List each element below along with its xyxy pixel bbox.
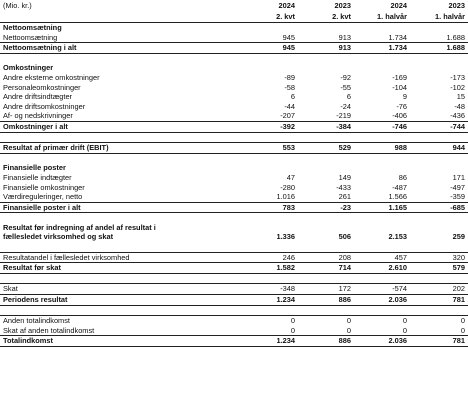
row-value: -23	[298, 202, 354, 213]
row-label: Resultat før skat	[0, 263, 242, 274]
row-value	[242, 153, 298, 163]
row-value	[242, 23, 298, 33]
row-value: 0	[242, 316, 298, 326]
row-value: 2.036	[354, 295, 410, 306]
row-value: 1.234	[242, 336, 298, 347]
row-value: 457	[354, 252, 410, 263]
row-value	[298, 23, 354, 33]
column-year: 2023	[334, 1, 351, 10]
row-label: Nettoomsætning i alt	[0, 43, 242, 54]
row-value	[298, 132, 354, 143]
row-value: 1.582	[242, 263, 298, 274]
row-value: 320	[410, 252, 468, 263]
row-value: 246	[242, 252, 298, 263]
row-value	[298, 223, 354, 233]
row-label: Nettoomsætning	[3, 32, 58, 42]
row-value: 913	[338, 32, 351, 42]
row-value: 781	[410, 295, 468, 306]
row-value: -44	[284, 101, 295, 111]
row-value: 86	[398, 172, 407, 182]
row-label: Finansielle poster i alt	[0, 202, 242, 213]
total-row	[0, 121, 468, 132]
row-value	[410, 153, 468, 163]
table-row	[0, 284, 468, 295]
row-label: Omkostninger i alt	[0, 121, 242, 132]
row-value: 783	[242, 202, 298, 213]
row-value: 1.734	[388, 32, 407, 42]
row-value	[410, 273, 468, 284]
row-value: 886	[298, 295, 354, 306]
row-value: 1.234	[242, 295, 298, 306]
row-value: -92	[340, 72, 351, 82]
row-value: -89	[284, 72, 295, 82]
row-value: -48	[454, 101, 465, 111]
row-label: Personaleomkostninger	[3, 82, 81, 92]
spacer-row	[0, 153, 468, 163]
row-value	[298, 153, 354, 163]
row-value: -207	[280, 111, 295, 121]
row-value: 0	[460, 325, 465, 335]
spacer-row	[0, 305, 468, 316]
table-row	[0, 183, 468, 193]
row-value	[242, 53, 298, 63]
column-period: 2. kvt	[298, 11, 354, 23]
table-row	[0, 326, 468, 336]
row-value: 553	[242, 143, 298, 154]
row-label	[0, 305, 242, 316]
row-value: -173	[450, 72, 465, 82]
row-value	[410, 223, 468, 233]
section-heading-row	[0, 223, 468, 233]
row-value	[298, 273, 354, 284]
row-value: 202	[410, 284, 468, 295]
row-label: Andre driftsindtægter	[3, 92, 73, 102]
row-value: -384	[298, 121, 354, 132]
header-period-row	[0, 11, 468, 23]
row-value: -406	[392, 111, 407, 121]
row-value	[354, 163, 410, 173]
row-label: Finansielle poster	[3, 163, 66, 173]
row-value	[242, 213, 298, 223]
row-value	[242, 305, 298, 316]
row-value	[242, 223, 298, 233]
row-value	[242, 63, 298, 73]
row-value	[298, 305, 354, 316]
row-value: 0	[410, 316, 468, 326]
row-label: Finansielle omkostninger	[3, 182, 85, 192]
spacer-row	[0, 273, 468, 284]
table-row	[0, 73, 468, 83]
row-value: -685	[410, 202, 468, 213]
row-value: 1.336	[276, 232, 295, 242]
row-value	[354, 132, 410, 143]
row-value: 9	[402, 92, 407, 102]
section-heading-row	[0, 23, 468, 33]
row-label: Skat af anden totalindkomst	[3, 325, 95, 335]
row-label: Andre eksterne omkostninger	[3, 72, 100, 82]
table-row	[0, 33, 468, 43]
row-label: Periodens resultat	[0, 295, 242, 306]
spacer-row	[0, 53, 468, 63]
table-row	[0, 102, 468, 112]
row-value: -55	[340, 82, 351, 92]
row-value	[354, 305, 410, 316]
row-value: 944	[410, 143, 468, 154]
row-value: 886	[298, 336, 354, 347]
row-value: 945	[242, 43, 298, 54]
row-value: 913	[298, 43, 354, 54]
row-value	[354, 153, 410, 163]
row-value: -219	[336, 111, 351, 121]
table-row	[0, 252, 468, 263]
row-value	[242, 132, 298, 143]
row-value: -169	[392, 72, 407, 82]
row-value: 149	[338, 172, 351, 182]
row-value: 171	[452, 172, 465, 182]
row-value: -58	[284, 82, 295, 92]
row-label: Resultat af primær drift (EBIT)	[0, 143, 242, 154]
row-value: 208	[298, 252, 354, 263]
row-value	[354, 273, 410, 284]
row-value: -24	[340, 101, 351, 111]
row-label	[0, 53, 242, 63]
spacer-row	[0, 213, 468, 223]
row-label: Anden totalindkomst	[0, 316, 242, 326]
header-year-row	[0, 0, 468, 11]
row-value	[354, 23, 410, 33]
total-row	[0, 263, 468, 274]
row-value: 172	[298, 284, 354, 295]
column-year: 2024	[278, 1, 295, 10]
row-value	[410, 23, 468, 33]
row-value: -76	[396, 101, 407, 111]
row-value	[410, 213, 468, 223]
total-row	[0, 202, 468, 213]
row-label	[0, 273, 242, 284]
row-value: 0	[354, 316, 410, 326]
row-value: 1.165	[354, 202, 410, 213]
row-label: Resultatandel i fællesledet virksomhed	[0, 252, 242, 263]
row-value	[354, 53, 410, 63]
table-row	[0, 111, 468, 121]
row-value	[410, 242, 468, 252]
row-label: Finansielle indtægter	[3, 172, 72, 182]
row-value	[410, 305, 468, 316]
row-value: -433	[336, 182, 351, 192]
row-value: 988	[354, 143, 410, 154]
table-row	[0, 232, 468, 242]
row-value	[354, 242, 410, 252]
row-value: -746	[354, 121, 410, 132]
row-value	[242, 242, 298, 252]
table-row	[0, 316, 468, 326]
row-value: 1.566	[388, 192, 407, 202]
row-value	[298, 213, 354, 223]
row-value: 945	[282, 32, 295, 42]
row-label	[0, 132, 242, 143]
row-value: 1.688	[446, 32, 465, 42]
row-value	[354, 223, 410, 233]
column-year: 2024	[390, 1, 407, 10]
column-period: 1. halvår	[354, 11, 410, 23]
row-label: Værdireguleringer, netto	[3, 192, 83, 202]
row-value: 6	[290, 92, 295, 102]
row-value: -497	[450, 182, 465, 192]
row-value	[410, 163, 468, 173]
row-value: 506	[338, 232, 351, 242]
row-value	[410, 63, 468, 73]
row-value: -574	[354, 284, 410, 295]
row-value	[242, 163, 298, 173]
row-value: 47	[286, 172, 295, 182]
row-label: Skat	[0, 284, 242, 295]
table-row	[0, 173, 468, 183]
row-value: 1.734	[354, 43, 410, 54]
section-heading-row	[0, 163, 468, 173]
row-value	[298, 163, 354, 173]
table-row	[0, 192, 468, 202]
row-value: -359	[450, 192, 465, 202]
row-value	[410, 53, 468, 63]
row-label: Af- og nedskrivninger	[3, 111, 73, 121]
row-label: Totalindkomst	[0, 336, 242, 347]
row-label	[0, 153, 242, 163]
row-value: 0	[290, 325, 295, 335]
total-row	[0, 43, 468, 54]
row-value: 2.610	[354, 263, 410, 274]
row-value: 259	[452, 232, 465, 242]
table-row	[0, 83, 468, 93]
row-value: 714	[298, 263, 354, 274]
row-label	[0, 213, 242, 223]
row-value: -487	[392, 182, 407, 192]
row-value: 15	[456, 92, 465, 102]
row-value	[354, 213, 410, 223]
row-value: -104	[392, 82, 407, 92]
row-label	[0, 242, 242, 252]
row-value: 781	[410, 336, 468, 347]
row-value: 1.688	[410, 43, 468, 54]
column-period: 2. kvt	[242, 11, 298, 23]
row-value	[354, 63, 410, 73]
statement-body	[0, 23, 468, 347]
row-value: -102	[450, 82, 465, 92]
row-value: 579	[410, 263, 468, 274]
row-value	[298, 53, 354, 63]
row-value: -348	[242, 284, 298, 295]
row-value: -280	[280, 182, 295, 192]
section-heading-row	[0, 63, 468, 73]
total-row	[0, 143, 468, 154]
row-label: fællesledet virksomhed og skat	[3, 232, 114, 242]
row-value	[298, 242, 354, 252]
row-value	[298, 63, 354, 73]
row-value	[242, 273, 298, 284]
row-value: 261	[338, 192, 351, 202]
row-label: Nettoomsætning	[3, 23, 62, 32]
column-year: 2023	[448, 1, 465, 10]
total-row	[0, 295, 468, 306]
row-value: 2.036	[354, 336, 410, 347]
row-label: Omkostninger	[3, 63, 54, 73]
row-value: 0	[402, 325, 407, 335]
row-value: 2.153	[388, 232, 407, 242]
total-row	[0, 336, 468, 347]
spacer-row	[0, 242, 468, 252]
row-value: 6	[346, 92, 351, 102]
row-value: -744	[410, 121, 468, 132]
row-label: Resultat før indregning af andel af resultat i	[3, 222, 156, 232]
column-period: 1. halvår	[410, 11, 468, 23]
spacer-row	[0, 132, 468, 143]
row-label: Andre driftsomkostninger	[3, 101, 86, 111]
row-value: -392	[242, 121, 298, 132]
table-row	[0, 92, 468, 102]
row-value: 1.016	[276, 192, 295, 202]
unit-label: (Mio. kr.)	[3, 1, 32, 10]
row-value: 0	[346, 325, 351, 335]
row-value: -436	[450, 111, 465, 121]
row-value	[410, 132, 468, 143]
row-value: 0	[298, 316, 354, 326]
row-value: 529	[298, 143, 354, 154]
